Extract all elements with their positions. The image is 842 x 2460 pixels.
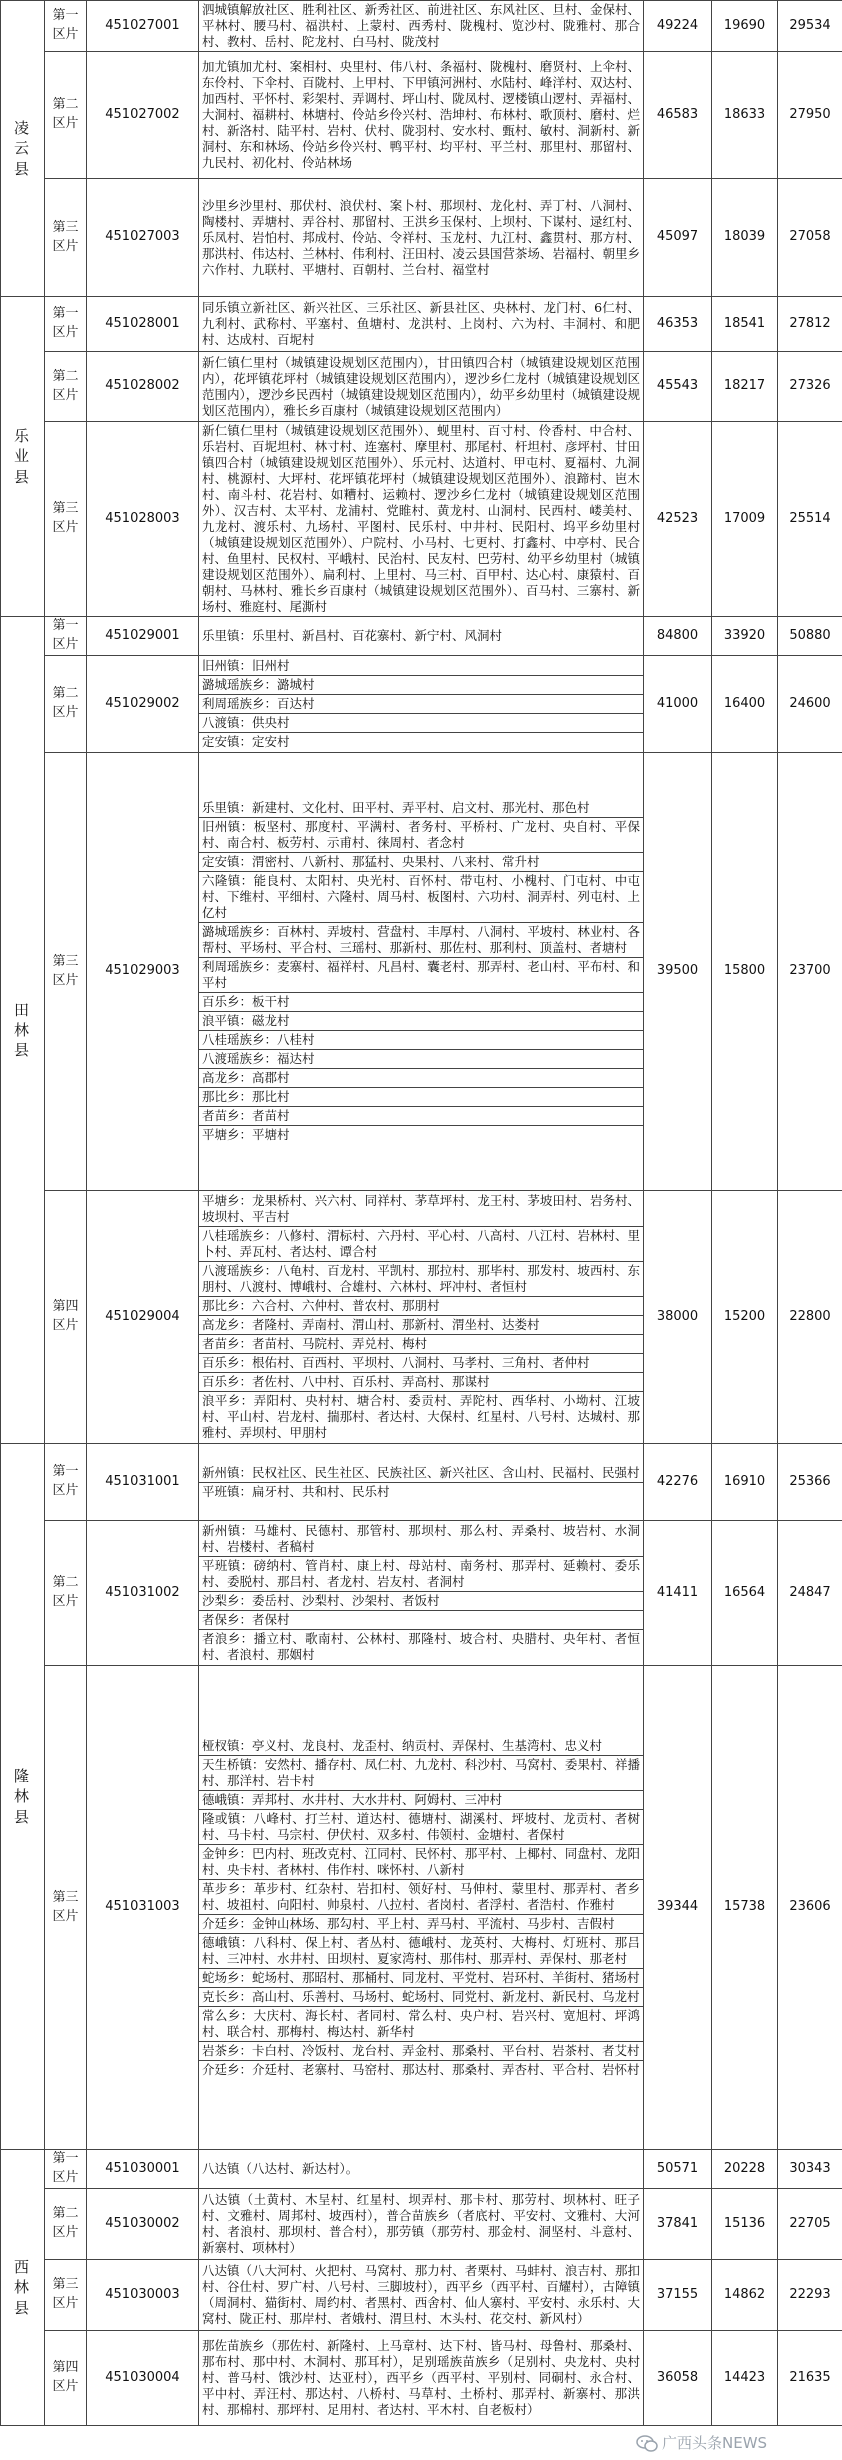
price-b: 17009: [712, 422, 778, 617]
price-a: 39344: [644, 1666, 712, 2150]
county-name: 隆林县: [13, 1767, 31, 1826]
table-row: [1, 1, 842, 52]
zone-label: 第四区片: [52, 1299, 79, 1333]
village-list: [199, 179, 644, 297]
village-entry: 六隆镇：能良村、太阳村、央光村、百怀村、带屯村、小槐村、门屯村、中屯村、下维村、平细村、六隆村、周马村、板图村、六功村、洞弄村、列屯村、上亿村: [199, 871, 643, 922]
price-a: 37841: [644, 2189, 712, 2260]
village-entry: 定安镇：定安村: [199, 732, 643, 751]
price-a: 45543: [644, 352, 712, 422]
zone-code: 451029001: [87, 617, 199, 656]
village-list: [199, 1666, 644, 2150]
village-entry: 八渡瑶族乡：八龟村、百龙村、平凯村、那拉村、那毕村、那发村、坡西村、东朋村、八渡村、博峨村、合雄村、六林村、坪冲村、者恒村: [199, 1261, 643, 1296]
village-entry: 乐里镇：乐里村、新昌村、百花寨村、新宁村、风洞村: [202, 628, 503, 643]
price-c: 50880: [778, 617, 842, 656]
price-a: 46583: [644, 52, 712, 179]
village-entry: 八达镇（八达村、新达村）。: [202, 2161, 359, 2176]
table-row: [1, 2331, 842, 2426]
watermark: [636, 2432, 767, 2453]
village-list: [199, 422, 644, 617]
village-entry: 新州镇：民权社区、民生社区、民族社区、新兴社区、含山村、民福村、民强村: [202, 1464, 640, 1480]
table-row: [1, 179, 842, 297]
village-entry: 八桂瑶族乡：八修村、渭标村、六丹村、平心村、八高村、八江村、岩林村、里卜村、弄瓦村、者达村、谭合村: [199, 1226, 643, 1261]
village-entry: 百乐乡：根佑村、百西村、平坝村、八洞村、马孝村、三角村、者仲村: [199, 1353, 643, 1372]
zone-label: 第一区片: [52, 1464, 79, 1498]
zone-cell: [45, 179, 87, 297]
village-entry: 沙梨乡：委岳村、沙梨村、沙架村、者饭村: [199, 1591, 643, 1610]
village-entry: 者苗乡：者苗村、马院村、弄兑村、梅村: [199, 1334, 643, 1353]
table-row: [1, 52, 842, 179]
zone-code: 451028003: [87, 422, 199, 617]
county-name: 西林县: [13, 2258, 31, 2317]
village-list: [199, 352, 644, 422]
price-b: 18541: [712, 297, 778, 352]
zone-cell: [45, 1521, 87, 1666]
zone-cell: [45, 2189, 87, 2260]
village-entry: 那比乡：六合村、六仲村、普农村、那朋村: [199, 1296, 643, 1315]
table-row: [1, 1444, 842, 1521]
village-entry: 德峨镇：弄邦村、水井村、大水井村、阿姆村、三冲村: [199, 1790, 643, 1809]
price-b: 15200: [712, 1191, 778, 1444]
county-name: 凌云县: [13, 119, 31, 178]
village-entry: 克长乡：高山村、乐善村、马场村、蛇场村、同党村、新龙村、新民村、乌龙村: [199, 1987, 643, 2006]
price-a: 38000: [644, 1191, 712, 1444]
price-c: 27058: [778, 179, 842, 297]
county-name: 乐业县: [13, 427, 31, 486]
village-entry: 泗城镇解放社区、胜利社区、新秀社区、前进社区、东风社区、旦村、金保村、平林村、腰马村、福洪村、上蒙村、西秀村、陇槐村、览沙村、陇雅村、那合村、教村、岳村、陀龙村、白马村、陇茂村: [202, 2, 640, 49]
table-row: [1, 656, 842, 753]
zone-label: 第三区片: [52, 1889, 79, 1924]
zone-cell: [45, 656, 87, 753]
zone-label: 第三区片: [52, 953, 79, 988]
village-entry: 者保乡：者保村: [199, 1610, 643, 1629]
village-entry: 百乐乡：者佐村、八中村、百乐村、弄高村、那谋村: [199, 1372, 643, 1391]
price-c: 22293: [778, 2260, 842, 2331]
zone-cell: [45, 52, 87, 179]
table-row: [1, 352, 842, 422]
price-b: 14423: [712, 2331, 778, 2426]
zone-code: 451028002: [87, 352, 199, 422]
price-a: 42523: [644, 422, 712, 617]
village-list: [199, 1, 644, 52]
zone-label: 第一区片: [52, 306, 79, 340]
zone-label: 第一区片: [52, 618, 79, 652]
village-entry: 旧州镇：板坚村、那度村、平满村、者务村、平桥村、广龙村、央自村、平保村、南合村、板劳村、示甫村、徕周村、者念村: [199, 817, 643, 852]
zone-code: 451030001: [87, 2150, 199, 2189]
zone-label: 第二区片: [52, 97, 79, 131]
zone-code: 451027001: [87, 1, 199, 52]
village-entry: 八达镇（八大河村、火把村、马窝村、那力村、者栗村、马蚌村、浪吉村、那扣村、谷仕村、罗广村、八号村、三脚坡村），西平乡（西平村、百耀村），古障镇（周洞村、猫街村、周约村、者黑村、西舍村、仙人寨村、平安村、永乐村、大窝村、陇正村、那岸村、者娥村、渭旦村、木头村、花交村、新风村）: [202, 2263, 640, 2326]
table-row: [1, 753, 842, 1191]
zone-code: 451030004: [87, 2331, 199, 2426]
zone-cell: [45, 753, 87, 1191]
village-entry: 桠杈镇：亭义村、龙良村、龙歪村、纳贡村、弄保村、生基湾村、忠义村: [202, 1737, 603, 1753]
table-row: [1, 2189, 842, 2260]
price-c: 27326: [778, 352, 842, 422]
price-b: 19690: [712, 1, 778, 52]
zone-cell: [45, 1444, 87, 1521]
wechat-bubble-icon: [636, 2435, 658, 2453]
village-entry: 同乐镇立新社区、新兴社区、三乐社区、新县社区、央林村、龙门村、6仁村、九利村、武称村、平塞村、鱼塘村、龙洪村、上岗村、六为村、丰洞村、和肥村、达成村、百坭村: [202, 300, 640, 347]
zone-cell: [45, 1, 87, 52]
zone-label: 第四区片: [52, 2360, 79, 2394]
price-b: 16564: [712, 1521, 778, 1666]
price-b: 16910: [712, 1444, 778, 1521]
price-c: 23606: [778, 1666, 842, 2150]
zone-cell: [45, 1191, 87, 1444]
table-row: [1, 2260, 842, 2331]
village-entry: 金钟乡：巴内村、班改克村、江同村、民怀村、那平村、上椰村、同盘村、龙阳村、央卡村、者林村、伟作村、咪怀村、八新村: [199, 1844, 643, 1879]
village-entry: 潞城瑶族乡：百林村、弄坡村、营盘村、丰厚村、八洞村、平坡村、林业村、各帮村、平场村、平合村、三瑶村、那新村、那佐村、那利村、顶盖村、者塘村: [199, 922, 643, 957]
price-c: 24847: [778, 1521, 842, 1666]
village-entry: 岩茶乡：卡白村、冷饭村、龙台村、弄金村、那桑村、平台村、岩茶村、者艾村: [199, 2041, 643, 2060]
village-entry: 蛇场乡：蛇场村、那昭村、那桶村、同龙村、平党村、岩环村、羊街村、猪场村: [199, 1968, 643, 1987]
table-row: [1, 297, 842, 352]
zone-code: 451027002: [87, 52, 199, 179]
price-b: 15738: [712, 1666, 778, 2150]
table-row: [1, 1666, 842, 2150]
zone-cell: [45, 2331, 87, 2426]
village-entry: 百乐乡：板干村: [199, 992, 643, 1011]
village-entry: 那比乡：那比村: [199, 1087, 643, 1106]
price-b: 15800: [712, 753, 778, 1191]
zone-code: 451029004: [87, 1191, 199, 1444]
village-list: [199, 617, 644, 656]
village-entry: 介廷乡：金钟山林场、那勾村、平上村、弄马村、平流村、马步村、吉假村: [199, 1914, 643, 1933]
village-entry: 利周瑶族乡：麦寨村、福祥村、凡昌村、囊老村、那弄村、老山村、平布村、和平村: [199, 957, 643, 992]
zone-label: 第三区片: [52, 2277, 79, 2311]
village-entry: 高龙乡：高郡村: [199, 1068, 643, 1087]
price-b: 18039: [712, 179, 778, 297]
village-list: [199, 2150, 644, 2189]
village-list: [199, 2189, 644, 2260]
table-row: [1, 1191, 842, 1444]
village-entry: 德峨镇：八科村、保上村、者丛村、德峨村、龙英村、大梅村、灯班村、那吕村、三冲村、水井村、田坝村、夏家湾村、那伟村、那弄村、弄保村、那老村: [199, 1933, 643, 1968]
table-row: [1, 2150, 842, 2189]
price-c: 30343: [778, 2150, 842, 2189]
zone-cell: [45, 297, 87, 352]
zone-code: 451027003: [87, 179, 199, 297]
zone-code: 451030003: [87, 2260, 199, 2331]
zone-label: 第三区片: [52, 219, 79, 254]
table-row: [1, 1521, 842, 1666]
village-list: [199, 2331, 644, 2426]
table-body: [1, 1, 842, 2426]
village-entry: 八达镇（土黄村、木呈村、红星村、坝弄村、那卡村、那劳村、坝林村、旺子村、文雅村、周邦村、坡西村），普合苗族乡（者底村、平安村、文雅村、大河村、者浪村、那坝村、普合村），那劳镇（那劳村、那金村、洞坚村、斗意村、新寨村、项林村）: [202, 2192, 640, 2255]
village-entry: 天生桥镇：安然村、播存村、凤仁村、九龙村、科沙村、马窝村、委果村、祥播村、那洋村、岩卡村: [199, 1755, 643, 1790]
zone-cell: [45, 2150, 87, 2189]
price-a: 36058: [644, 2331, 712, 2426]
price-c: 22800: [778, 1191, 842, 1444]
village-entry: 者浪乡：播立村、歌南村、公林村、那隆村、坡合村、央腊村、央年村、者恒村、者浪村、那姻村: [199, 1629, 643, 1664]
village-list: [199, 656, 644, 753]
price-b: 16400: [712, 656, 778, 753]
price-b: 18633: [712, 52, 778, 179]
price-a: 50571: [644, 2150, 712, 2189]
village-entry: 利周瑶族乡：百达村: [199, 694, 643, 713]
zone-code: 451028001: [87, 297, 199, 352]
zone-code: 451029002: [87, 656, 199, 753]
village-entry: 平塘乡：龙果桥村、兴六村、同祥村、茅草坪村、龙王村、茅坡田村、岩务村、坡坝村、平吉村: [202, 1193, 640, 1224]
zone-code: 451029003: [87, 753, 199, 1191]
price-b: 20228: [712, 2150, 778, 2189]
village-entry: 八渡瑶族乡：福达村: [199, 1049, 643, 1068]
zone-code: 451030002: [87, 2189, 199, 2260]
village-list: [199, 1444, 644, 1521]
village-entry: 旧州镇：旧州村: [202, 658, 290, 673]
village-entry: 加尤镇加尤村、案相村、央里村、伟八村、条福村、陇槐村、磨贤村、上伞村、东伶村、下伞村、百陇村、上甲村、下甲镇河洲村、水陆村、峰洋村、双达村、加西村、平怀村、彩架村、弄调村、坪山村、陇凤村、逻楼镇山逻村、弄福村、大洞村、福耕村、林塘村、伶站乡伶兴村、浩坤村、布林村、歌顶村、磨村、烂村、新洛村、陆平村、岩村、伏村、陇羽村、安水村、甄村、敏村、洞新村、新洞村、东和林场、伶站乡伶兴村、鸭平村、均平村、平兰村、那里村、那留村、九民村、初化村、伶站林场: [202, 59, 640, 170]
village-entry: 沙里乡沙里村、那伏村、浪伏村、案卜村、那坝村、龙化村、弄丁村、八洞村、陶楼村、弄塘村、弄谷村、那留村、王洪乡玉保村、上坝村、下谋村、逯红村、乐凤村、岩怕村、邦成村、伶站、令祥村、玉龙村、九江村、鑫贯村、那方村、那洪村、伟达村、兰林村、伟利村、汪田村、凌云县国营茶场、岩福村、朝里乡六作村、九联村、平塘村、百朝村、兰台村、福堂村: [202, 197, 640, 277]
village-entry: 者苗乡：者苗村: [199, 1106, 643, 1125]
village-entry: 高龙乡：者隆村、弄南村、渭山村、那新村、渭坐村、达娄村: [199, 1315, 643, 1334]
village-entry: 常么乡：大庆村、海长村、者同村、常么村、央户村、岩兴村、宽旭村、坪鸿村、联合村、那梅村、梅达村、新华村: [199, 2006, 643, 2041]
price-c: 23700: [778, 753, 842, 1191]
zone-label: 第二区片: [52, 368, 79, 403]
village-entry: 乐里镇：新建村、文化村、田平村、弄平村、启文村、那光村、那色村: [202, 800, 590, 815]
county-name: 田林县: [13, 1000, 31, 1060]
zone-label: 第一区片: [52, 8, 79, 42]
village-entry: 浪平乡：弄阳村、央村村、塘合村、委贡村、弄陀村、西华村、小坳村、江坡村、平山村、岩龙村、揣那村、者达村、大保村、红星村、八号村、达城村、那雅村、弄坝村、甲朋村: [199, 1391, 643, 1442]
village-entry: 隆或镇：八峰村、打兰村、道达村、德塘村、湖溪村、坪坡村、龙贡村、者树村、马卡村、马宗村、伊伏村、双多村、伟领村、金塘村、者保村: [199, 1809, 643, 1844]
price-c: 21635: [778, 2331, 842, 2426]
village-entry: 浪平镇：磁龙村: [199, 1011, 643, 1030]
village-entry: 平塘乡：平塘村: [199, 1125, 643, 1144]
price-c: 25514: [778, 422, 842, 617]
price-a: 84800: [644, 617, 712, 656]
price-b: 15136: [712, 2189, 778, 2260]
price-c: 25366: [778, 1444, 842, 1521]
village-entry: 平班镇：磅纳村、管肖村、康上村、母站村、南务村、那弄村、延赖村、委乐村、委脱村、那吕村、者龙村、岩友村、者洞村: [199, 1556, 643, 1591]
zone-cell: [45, 422, 87, 617]
zone-cell: [45, 2260, 87, 2331]
table-row: [1, 617, 842, 656]
village-entry: 新仁镇仁里村（城镇建设规划区范围外）、蚬里村、百寸村、伶香村、中合村、乐岩村、百坭坦村、林寸村、连塞村、摩里村、那尾村、杆坦村、彦坪村、甘田镇四合村（城镇建设规划区范围外）、乐元村、达道村、甲屯村、夏福村、九洞村、桃源村、大坪村、花坪镇花坪村（城镇建设规划区范围外）、浪蹄村、岜木村、南斗村、花岩村、如糟村、运赖村、逻沙乡仁龙村（城镇建设规划区范围外）、汉吉村、太平村、龙浦村、党睢村、黄龙村、山洞村、民西村、嵝美村、九龙村、渡乐村、九场村、平图村、民乐村、中井村、民阳村、坞平乡幼里村（城镇建设规划区范围外）、户院村、小马村、七更村、打鑫村、中亭村、民合村、鱼里村、民权村、平峨村、民治村、民友村、巴劳村、幼平乡幼里村（城镇建设规划区范围外）、扁利村、上里村、马三村、百甲村、达心村、康猿村、百朝村、马林村、雅长乡百康村（城镇建设规划区范围外）、百马村、三寨村、新场村、雅庭村、尾澌村: [202, 423, 640, 614]
zone-label: 第二区片: [52, 686, 79, 720]
zone-label: 第一区片: [52, 2151, 79, 2185]
village-entry: 介廷乡：介廷村、老寨村、马窑村、那达村、那桑村、弄杏村、平合村、岩怀村: [199, 2060, 643, 2079]
zone-label: 第三区片: [52, 501, 79, 535]
county-cell: [1, 1444, 45, 2150]
village-list: [199, 1521, 644, 1666]
price-a: 49224: [644, 1, 712, 52]
zone-cell: [45, 352, 87, 422]
price-a: 41000: [644, 656, 712, 753]
zone-cell: [45, 1666, 87, 2150]
zone-label: 第二区片: [52, 2206, 79, 2240]
zone-code: 451031001: [87, 1444, 199, 1521]
village-entry: 革步乡：革步村、红杂村、岩扣村、领好村、马伸村、蒙里村、那弄村、者乡村、坡祖村、向阳村、帅泉村、八拉村、者岗村、者浮村、者浩村、作雅村: [199, 1879, 643, 1914]
price-a: 46353: [644, 297, 712, 352]
price-a: 41411: [644, 1521, 712, 1666]
village-entry: 新州镇：马雄村、民德村、那管村、那坝村、那么村、弄桑村、坡岩村、水洞村、岩楼村、者稿村: [202, 1523, 640, 1554]
village-list: [199, 1191, 644, 1444]
zone-label: 第二区片: [52, 1575, 79, 1609]
price-c: 24600: [778, 656, 842, 753]
price-c: 27812: [778, 297, 842, 352]
village-list: [199, 52, 644, 179]
watermark-text: 广西头条NEWS: [662, 2434, 768, 2452]
village-entry: 定安镇：渭密村、八新村、那猛村、央果村、八来村、常升村: [199, 852, 643, 871]
zone-cell: [45, 617, 87, 656]
village-list: [199, 2260, 644, 2331]
price-b: 18217: [712, 352, 778, 422]
price-b: 33920: [712, 617, 778, 656]
zone-code: 451031002: [87, 1521, 199, 1666]
village-list: [199, 753, 644, 1191]
table-row: [1, 422, 842, 617]
village-entry: 平班镇：扁牙村、共和村、民乐村: [199, 1482, 643, 1501]
price-a: 37155: [644, 2260, 712, 2331]
village-list: [199, 297, 644, 352]
village-entry: 八渡镇：供央村: [199, 713, 643, 732]
price-c: 29534: [778, 1, 842, 52]
zone-code: 451031003: [87, 1666, 199, 2150]
village-entry: 那佐苗族乡（那佐村、新隆村、上马章村、达下村、皆马村、母鲁村、那桑村、那布村、那中村、木洞村、那耳村），足别瑶族苗族乡（足别村、央龙村、央村村、普马村、饿沙村、达亚村），西平乡（西平村、平别村、同硐村、永合村、平中村、弄汪村、那达村、八桥村、马草村、土桥村、那弄村、新寨村、那洪村、那棉村、那坪村、足用村、者达村、平木村、自老板村）: [202, 2338, 640, 2417]
price-c: 27950: [778, 52, 842, 179]
village-entry: 八桂瑶族乡：八桂村: [199, 1030, 643, 1049]
price-c: 22705: [778, 2189, 842, 2260]
price-a: 39500: [644, 753, 712, 1191]
price-a: 42276: [644, 1444, 712, 1521]
price-a: 45097: [644, 179, 712, 297]
price-b: 14862: [712, 2260, 778, 2331]
county-cell: [1, 1, 45, 297]
county-cell: [1, 617, 45, 1444]
village-entry: 潞城瑶族乡：潞城村: [199, 675, 643, 694]
village-entry: 新仁镇仁里村（城镇建设规划区范围内），甘田镇四合村（城镇建设规划区范围内），花坪镇花坪村（城镇建设规划区范围内），逻沙乡仁龙村（城镇建设规划区范围内），逻沙乡民西村（城镇建设规划区范围内），幼平乡幼里村（城镇建设规划区范围内），雅长乡百康村（城镇建设规划区范围内）: [202, 354, 640, 418]
county-cell: [1, 297, 45, 617]
county-cell: [1, 2150, 45, 2426]
